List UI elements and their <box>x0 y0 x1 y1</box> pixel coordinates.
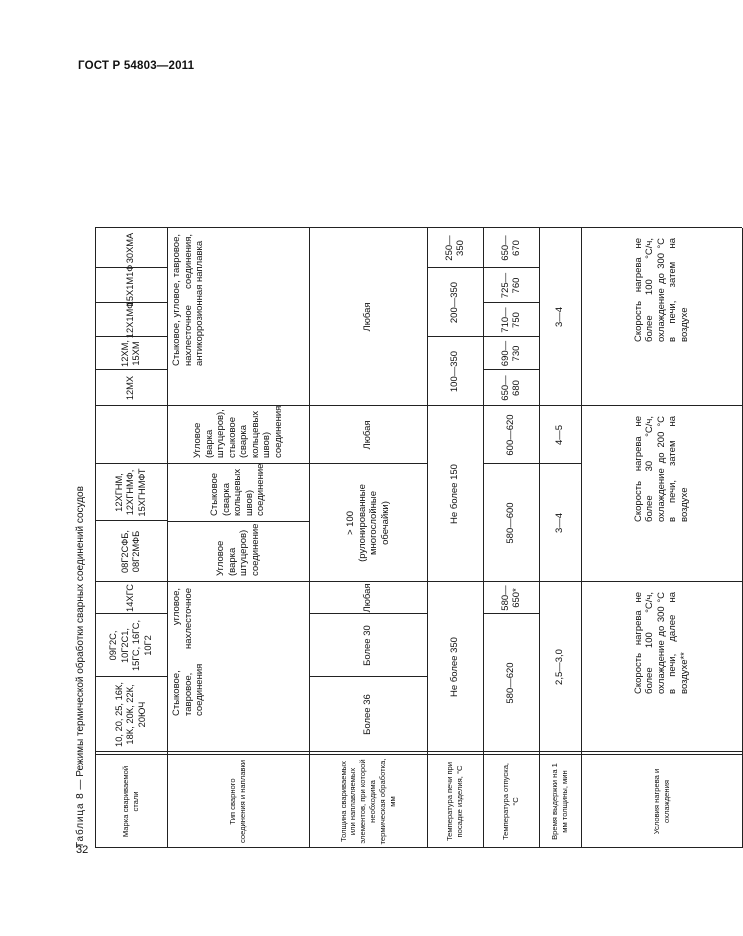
row-divider <box>95 754 742 755</box>
conditions-cell: Скорость нагрева не более 100 °С/ч, охлаждение до 300 °С в печи, далее на воздухе** <box>632 592 690 694</box>
row-divider <box>95 613 167 614</box>
document-header: ГОСТ Р 54803—2011 <box>78 60 195 72</box>
thickness-cell: Более 36 <box>362 694 374 735</box>
column-header-temper-temp: Температура отпуска, °С <box>501 762 520 841</box>
thickness-cell: Любая <box>362 583 374 613</box>
row-divider <box>95 267 167 268</box>
row-divider <box>483 369 539 370</box>
hold-time-cell: 2,5—3,0 <box>554 649 566 685</box>
hold-time-cell: 3—4 <box>554 512 566 534</box>
column-header-furnace-temp: Температура печи при посадке изделия, °С <box>445 761 464 842</box>
row-divider <box>95 302 167 303</box>
hold-time-cell: 3—4 <box>554 306 566 328</box>
temper-temp-cell: 580—600 <box>505 502 517 544</box>
column-header-thickness: Толщина свариваемых или наплавляемых элементов, при которой необходима термическая обработка, мм <box>338 758 397 845</box>
column-header-conditions: Условия нагрева и охлаждения <box>651 768 671 835</box>
row-divider <box>309 613 427 614</box>
row-divider <box>309 463 427 464</box>
steel-grade-cell: 12ХГНМ, 12ХГНМФ, 15ХГНМФТ <box>113 468 147 517</box>
column-header-joint: Тип сварного соединения и наплавки <box>228 759 247 844</box>
column-divider <box>581 228 582 848</box>
rotated-table-area <box>75 88 690 848</box>
thickness-cell: > 100 (рулонированные многослойные обечайки) <box>345 484 391 562</box>
table-caption-lead: Таблица 8 <box>75 792 86 848</box>
thickness-cell: Любая <box>362 420 374 450</box>
steel-grade-cell: 12ХМ, 15ХМ <box>119 340 141 367</box>
steel-grade-cell: 15Х1М1Ф <box>125 264 136 307</box>
temper-temp-cell: 600—620 <box>505 414 517 456</box>
thickness-cell: Любая <box>362 302 374 332</box>
row-divider <box>95 336 167 337</box>
row-divider <box>95 369 167 370</box>
row-divider <box>95 751 742 752</box>
steel-grade-cell: 12МХ <box>125 375 136 401</box>
steel-grade-cell: 10, 20, 25, 16К, 18К, 20К, 22К, 20ЮЧ <box>113 682 147 747</box>
row-divider <box>95 520 167 521</box>
row-divider <box>309 676 427 677</box>
column-divider <box>309 228 310 848</box>
page-number: 32 <box>76 844 89 856</box>
hold-time-cell: 4—5 <box>554 424 566 446</box>
furnace-temp-cell: Не более 150 <box>449 464 461 524</box>
conditions-cell: Скорость нагрева не более 100 °С/ч, охлаждение до 300 °С в печи, затем на воздухе <box>632 238 690 342</box>
row-divider <box>483 463 581 464</box>
temper-temp-cell: 710—750 <box>499 307 522 333</box>
column-header-steel: Марка свариваемой стали <box>121 765 140 838</box>
row-divider <box>483 302 539 303</box>
row-divider <box>95 227 742 228</box>
joint-type-cell: Угловое (варка штуцеров), стыковое (сварка кольцевых швов) соединения <box>192 405 284 458</box>
column-divider <box>483 228 484 848</box>
row-divider <box>95 676 167 677</box>
row-divider <box>95 463 167 464</box>
row-divider <box>167 463 309 464</box>
joint-type-cell: Стыковое (сварка кольцевых швов) соединение <box>209 463 267 516</box>
joint-type-cell: Стыковое, угловое, тавровое, нахлесточное соединения, антикоррозионная наплавка <box>171 234 205 366</box>
joint-type-cell: Угловое (варка штуцеров) соединение <box>215 523 261 576</box>
column-divider <box>427 228 428 848</box>
joint-type-cell: Стыковое, угловое, тавровое, нахлесточное соединения <box>171 588 205 716</box>
column-divider <box>167 228 168 848</box>
row-divider <box>427 336 539 337</box>
furnace-temp-cell: 250—350 <box>443 235 466 261</box>
heat-treatment-table <box>95 92 690 848</box>
table-caption-text: — Режимы термической обработки сварных соединений сосудов <box>75 486 86 793</box>
row-divider <box>95 405 742 406</box>
furnace-temp-cell: Не более 350 <box>449 637 461 697</box>
thickness-cell: Более 30 <box>362 625 374 666</box>
temper-temp-cell: 690—730 <box>499 340 522 367</box>
row-divider <box>483 613 539 614</box>
row-divider <box>427 267 539 268</box>
column-divider <box>539 228 540 848</box>
temper-temp-cell: 580—650* <box>499 585 522 611</box>
row-divider <box>95 581 742 582</box>
steel-grade-cell: 12Х1МФ <box>125 301 136 339</box>
temper-temp-cell: 650—670 <box>499 235 522 261</box>
temper-temp-cell: 580—620 <box>505 662 517 704</box>
temper-temp-cell: 725—760 <box>499 272 522 299</box>
table-caption <box>75 88 95 848</box>
furnace-temp-cell: 100—350 <box>449 350 461 393</box>
column-header-hold-time: Время выдержки на 1 мм толщины, мин <box>550 763 569 840</box>
steel-grade-cell: 09Г2С, 10Г2С1, 15ГС, 16ГС, 10Г2 <box>108 619 153 672</box>
furnace-temp-cell: 200—350 <box>449 281 461 324</box>
temper-temp-cell: 650—680 <box>499 375 522 401</box>
column-divider <box>95 228 96 848</box>
row-divider <box>95 847 742 848</box>
steel-grade-cell: 14ХГС <box>125 584 136 612</box>
steel-grade-cell: 08Г2СФБ, 08Г2МФБ <box>119 530 141 574</box>
row-divider <box>167 521 309 522</box>
conditions-cell: Скорость нагрева не более 30 °С/ч, охлаждение до 200 °С в печи, затем на воздухе <box>632 416 690 522</box>
steel-grade-cell: 30ХМА <box>125 232 136 264</box>
